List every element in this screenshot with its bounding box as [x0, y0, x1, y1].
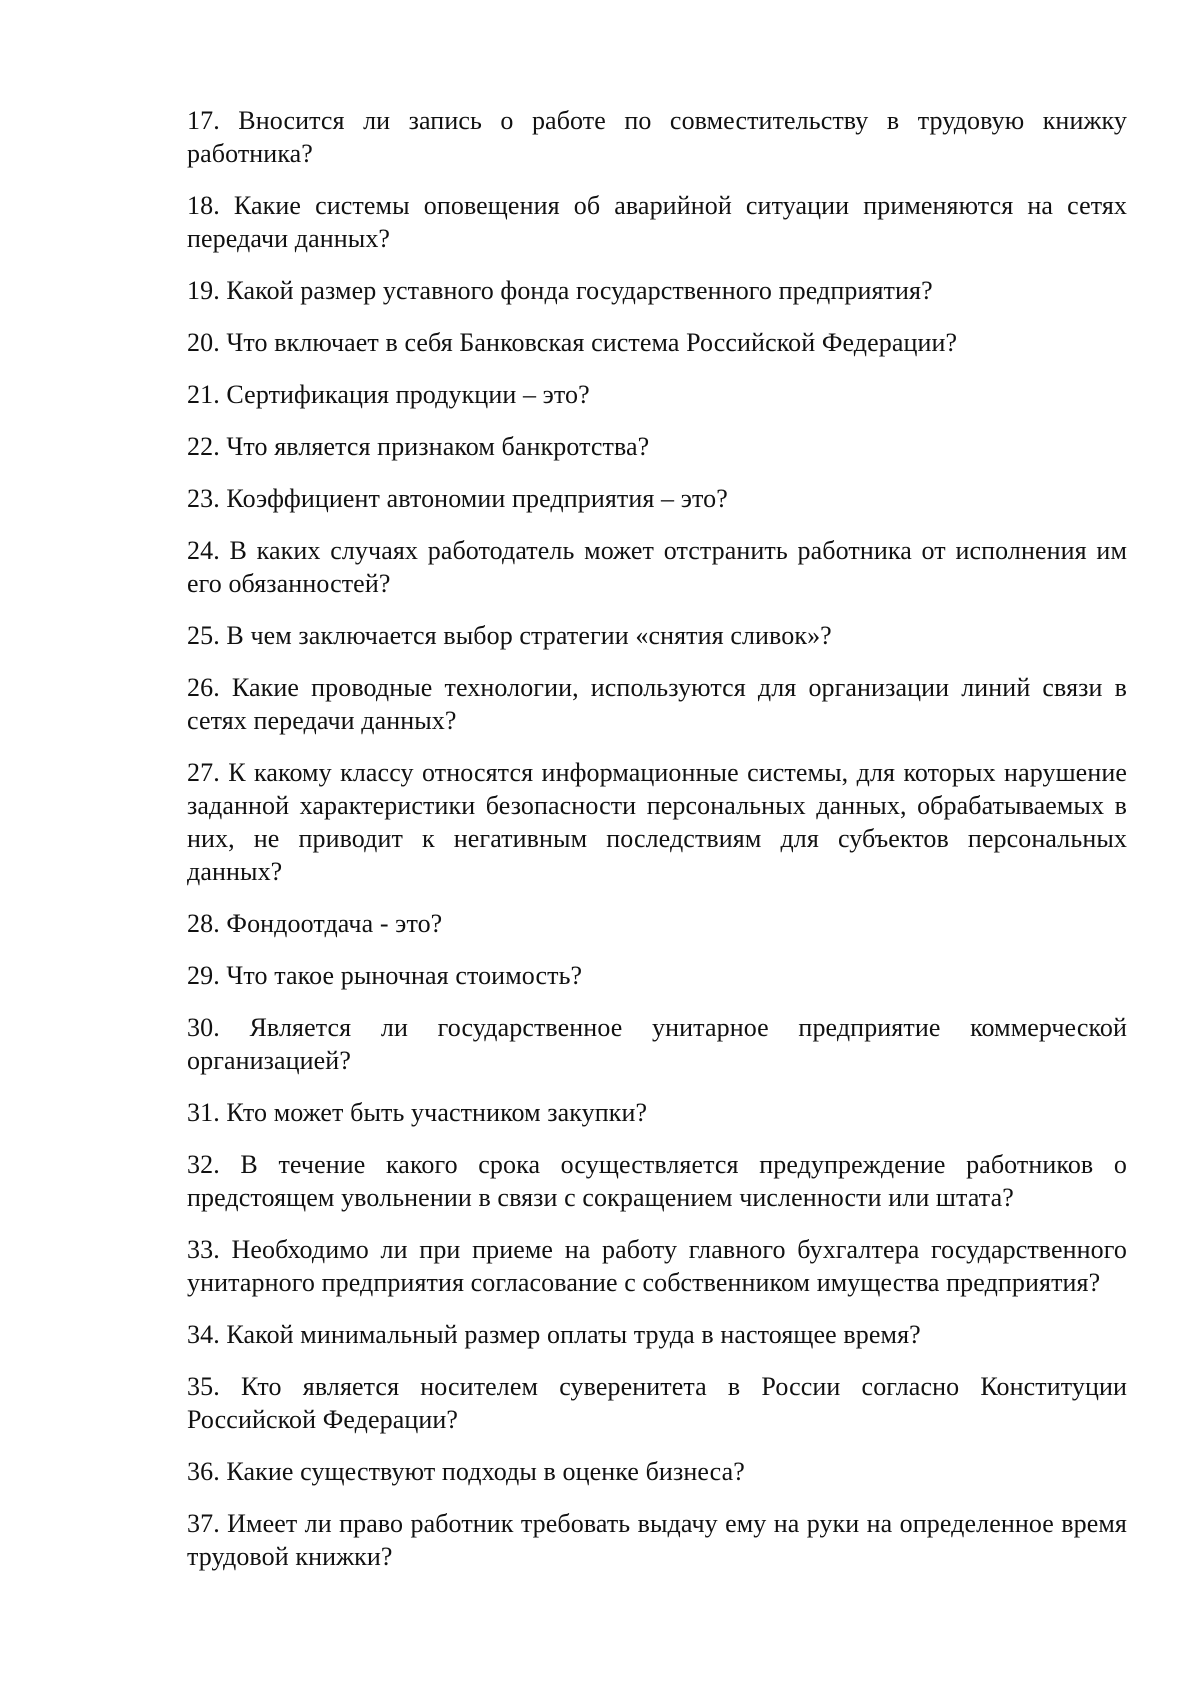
question-number: 26.	[187, 673, 220, 702]
question-number: 29.	[187, 961, 220, 990]
question-text: Какие существуют подходы в оценке бизнеса?	[226, 1457, 745, 1486]
question-23	[187, 482, 1127, 515]
question-31	[187, 1096, 1127, 1129]
question-number: 32.	[187, 1150, 220, 1179]
question-text: К какому классу относятся информационные системы, для которых нарушение заданной характеристики безопасности персональных данных, обрабатываемых в них, не приводит к негативным последствиям для субъектов персональных данных?	[187, 758, 1127, 886]
question-number: 30.	[187, 1013, 220, 1042]
question-18	[187, 189, 1127, 255]
question-22	[187, 430, 1127, 463]
question-number: 31.	[187, 1098, 220, 1127]
question-text: В течение какого срока осуществляется предупреждение работников о предстоящем увольнении в связи с сокращением численности или штата?	[187, 1150, 1127, 1212]
question-19	[187, 274, 1127, 307]
question-text: Что включает в себя Банковская система Российской Федерации?	[226, 328, 958, 357]
question-number: 22.	[187, 432, 220, 461]
question-number: 24.	[187, 536, 220, 565]
question-36	[187, 1455, 1127, 1488]
question-text: Вносится ли запись о работе по совместительству в трудовую книжку работника?	[187, 106, 1127, 168]
question-text: Что такое рыночная стоимость?	[226, 961, 583, 990]
question-text: Какие системы оповещения об аварийной ситуации применяются на сетях передачи данных?	[187, 191, 1127, 253]
question-text: Что является признаком банкротства?	[226, 432, 650, 461]
question-text: Какой минимальный размер оплаты труда в настоящее время?	[226, 1320, 921, 1349]
question-text: Является ли государственное унитарное предприятие коммерческой организацией?	[187, 1013, 1127, 1075]
question-37	[187, 1507, 1127, 1573]
question-30	[187, 1011, 1127, 1077]
question-number: 34.	[187, 1320, 220, 1349]
question-number: 19.	[187, 276, 220, 305]
question-35	[187, 1370, 1127, 1436]
question-text: В чем заключается выбор стратегии «снятия сливок»?	[226, 621, 832, 650]
question-number: 33.	[187, 1235, 220, 1264]
question-number: 36.	[187, 1457, 220, 1486]
question-number: 28.	[187, 909, 220, 938]
question-text: Фондоотдача - это?	[226, 909, 443, 938]
question-text: Кто является носителем суверенитета в России согласно Конституции Российской Федерации?	[187, 1372, 1127, 1434]
question-17	[187, 104, 1127, 170]
question-text: Какие проводные технологии, используются для организации линий связи в сетях передачи данных?	[187, 673, 1127, 735]
question-text: Необходимо ли при приеме на работу главного бухгалтера государственного унитарного предприятия согласование с собственником имущества предприятия?	[187, 1235, 1128, 1297]
question-text: Какой размер уставного фонда государственного предприятия?	[226, 276, 933, 305]
question-text: Кто может быть участником закупки?	[226, 1098, 648, 1127]
question-32	[187, 1148, 1127, 1214]
question-21	[187, 378, 1127, 411]
question-number: 20.	[187, 328, 220, 357]
question-29	[187, 959, 1127, 992]
question-number: 23.	[187, 484, 220, 513]
question-text: Имеет ли право работник требовать выдачу ему на руки на определенное время трудовой книжки?	[187, 1509, 1127, 1571]
question-26	[187, 671, 1127, 737]
question-number: 35.	[187, 1372, 220, 1401]
question-text: В каких случаях работодатель может отстранить работника от исполнения им его обязанностей?	[187, 536, 1127, 598]
question-number: 27.	[187, 758, 220, 787]
question-28	[187, 907, 1127, 940]
question-34	[187, 1318, 1127, 1351]
question-number: 21.	[187, 380, 220, 409]
question-20	[187, 326, 1127, 359]
question-number: 18.	[187, 191, 220, 220]
question-number: 25.	[187, 621, 220, 650]
question-number: 37.	[187, 1509, 220, 1538]
question-33	[187, 1233, 1127, 1299]
question-text: Коэффициент автономии предприятия – это?	[226, 484, 728, 513]
question-24	[187, 534, 1127, 600]
question-27	[187, 756, 1127, 888]
question-25	[187, 619, 1127, 652]
question-list	[187, 104, 1127, 1592]
question-text: Сертификация продукции – это?	[226, 380, 590, 409]
question-number: 17.	[187, 106, 220, 135]
